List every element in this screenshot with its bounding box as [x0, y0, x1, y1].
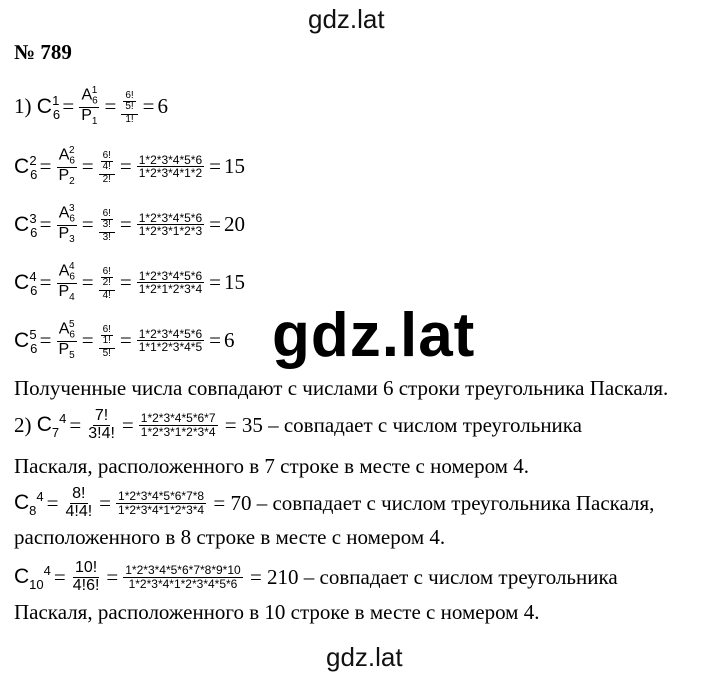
- c10-line2: Паскаля, расположенного в 10 строке в месте с номером 4.: [14, 600, 540, 624]
- c-symbol: $C_6^1$: [36, 92, 61, 122]
- result: 20: [224, 212, 245, 237]
- c7-line2: Паскаля, расположенного в 7 строке в месте с номером 4.: [14, 454, 529, 478]
- expanded-fraction: $\frac{1*2*3*4*5*6}{1*2*3*1*2*3}$: [138, 210, 203, 239]
- a-over-p-fraction: $\frac{A_6^3}{P_3}$: [58, 203, 75, 246]
- a-over-p-fraction: $\frac{A_6^4}{P_4}$: [58, 261, 75, 304]
- c8-tail: = 70 – совпадает с числом треугольника Паскаля,: [213, 490, 655, 515]
- expanded-fraction: $\frac{1*2*3*4*5*6}{1*1*2*3*4*5}$: [138, 326, 203, 355]
- factorial-fraction: $\frac{\frac{6!}{2!}}{4!}$: [99, 265, 115, 302]
- result: 6: [157, 94, 168, 119]
- c-symbol: $C_6^4$: [14, 268, 38, 298]
- c10-expanded-fraction: $\frac{1*2*3*4*5*6*7*8*9*10}{1*2*3*4*1*2*3*4*5*6}$: [125, 563, 241, 591]
- result: 6: [224, 328, 235, 353]
- c7-factorial-fraction: $\frac{7!}{3!4!}$: [88, 407, 115, 442]
- c-symbol: $C_6^5$: [14, 326, 38, 356]
- result: 15: [224, 154, 245, 179]
- watermark-center: gdz.lat: [272, 301, 476, 370]
- c8-formula: $C_8^4$ = $\frac{8!}{4!4!}$ = $\frac{1*2*3*4*5*6*7*8}{1*2*3*4*1*2*3*4}$ = 70 – совпадает с числом треугольника Паскаля,: [14, 485, 655, 520]
- a-over-p-fraction: $\frac{A_6^5}{P_5}$: [58, 319, 75, 362]
- c-symbol: $C_6^3$: [14, 210, 38, 240]
- factorial-fraction: $\frac{\frac{6!}{3!}}{3!}$: [99, 207, 115, 244]
- result: 15: [224, 270, 245, 295]
- a-over-p-fraction: $\frac{A_6^2}{P_2}$: [58, 145, 75, 188]
- c7-expanded-fraction: $\frac{1*2*3*4*5*6*7}{1*2*3*1*2*3*4}$: [140, 411, 216, 439]
- c10-tail: = 210 – совпадает с числом треугольника: [249, 564, 618, 589]
- factorial-fraction: $\frac{\frac{6!}{4!}}{2!}$: [99, 149, 115, 186]
- combination-row-1: 1) $C_6^1$ = $\frac{A_6^1}{P_1}$ = $\frac{\frac{6!}{5!}}{1!}$ = 6: [14, 85, 168, 128]
- c8-line2: расположенного в 8 строке в месте с номером 4.: [14, 525, 446, 549]
- expanded-fraction: $\frac{1*2*3*4*5*6}{1*2*3*4*1*2}$: [138, 152, 203, 181]
- c7-tail: = 35 – совпадает с числом треугольника: [224, 412, 583, 437]
- c7-formula: 2) $C_7^4$ = $\frac{7!}{3!4!}$ = $\frac{1*2*3*4*5*6*7}{1*2*3*1*2*3*4}$ = 35 – совпадает с числом треугольника: [14, 407, 583, 442]
- c8-expanded-fraction: $\frac{1*2*3*4*5*6*7*8}{1*2*3*4*1*2*3*4}$: [118, 489, 205, 517]
- expanded-fraction: $\frac{1*2*3*4*5*6}{1*2*1*2*3*4}$: [138, 268, 203, 297]
- watermark-bottom: gdz.lat: [326, 642, 403, 672]
- c8-factorial-fraction: $\frac{8!}{4!4!}$: [65, 485, 93, 520]
- task-number: № 789: [14, 40, 72, 64]
- combination-row-4: $C_6^4$ = $\frac{A_6^4}{P_4}$ = $\frac{\frac{6!}{2!}}{4!}$ = $\frac{1*2*3*4*5*6}{1*2*1*2*3*4}$ = 15: [14, 261, 245, 304]
- part2-label: 2): [14, 412, 32, 437]
- c10-formula: $C_{10}^4$ = $\frac{10!}{4!6!}$ = $\frac{1*2*3*4*5*6*7*8*9*10}{1*2*3*4*1*2*3*4*5*6}$ = 210 – совпадает с числом треугольника: [14, 559, 618, 594]
- combination-row-2: $C_6^2$ = $\frac{A_6^2}{P_2}$ = $\frac{\frac{6!}{4!}}{2!}$ = $\frac{1*2*3*4*5*6}{1*2*3*4*1*2}$ = 15: [14, 145, 245, 188]
- factorial-fraction: $\frac{\frac{6!}{1!}}{5!}$: [99, 323, 115, 360]
- part1-label: 1): [14, 94, 32, 119]
- watermark-top: gdz.lat: [308, 4, 385, 34]
- c10-factorial-fraction: $\frac{10!}{4!6!}$: [72, 559, 100, 594]
- combination-row-3: $C_6^3$ = $\frac{A_6^3}{P_3}$ = $\frac{\frac{6!}{3!}}{3!}$ = $\frac{1*2*3*4*5*6}{1*2*3*1*2*3}$ = 20: [14, 203, 245, 246]
- combination-row-5: $C_6^5$ = $\frac{A_6^5}{P_5}$ = $\frac{\frac{6!}{1!}}{5!}$ = $\frac{1*2*3*4*5*6}{1*1*2*3*4*5}$ = 6: [14, 319, 235, 362]
- c-symbol: $C_6^2$: [14, 152, 38, 182]
- part1-conclusion: Полученные числа совпадают с числами 6 строки треугольника Паскаля.: [14, 376, 669, 400]
- factorial-fraction: $\frac{\frac{6!}{5!}}{1!}$: [121, 89, 137, 126]
- a-over-p-fraction: $\frac{A_6^1}{P_1}$: [81, 85, 98, 128]
